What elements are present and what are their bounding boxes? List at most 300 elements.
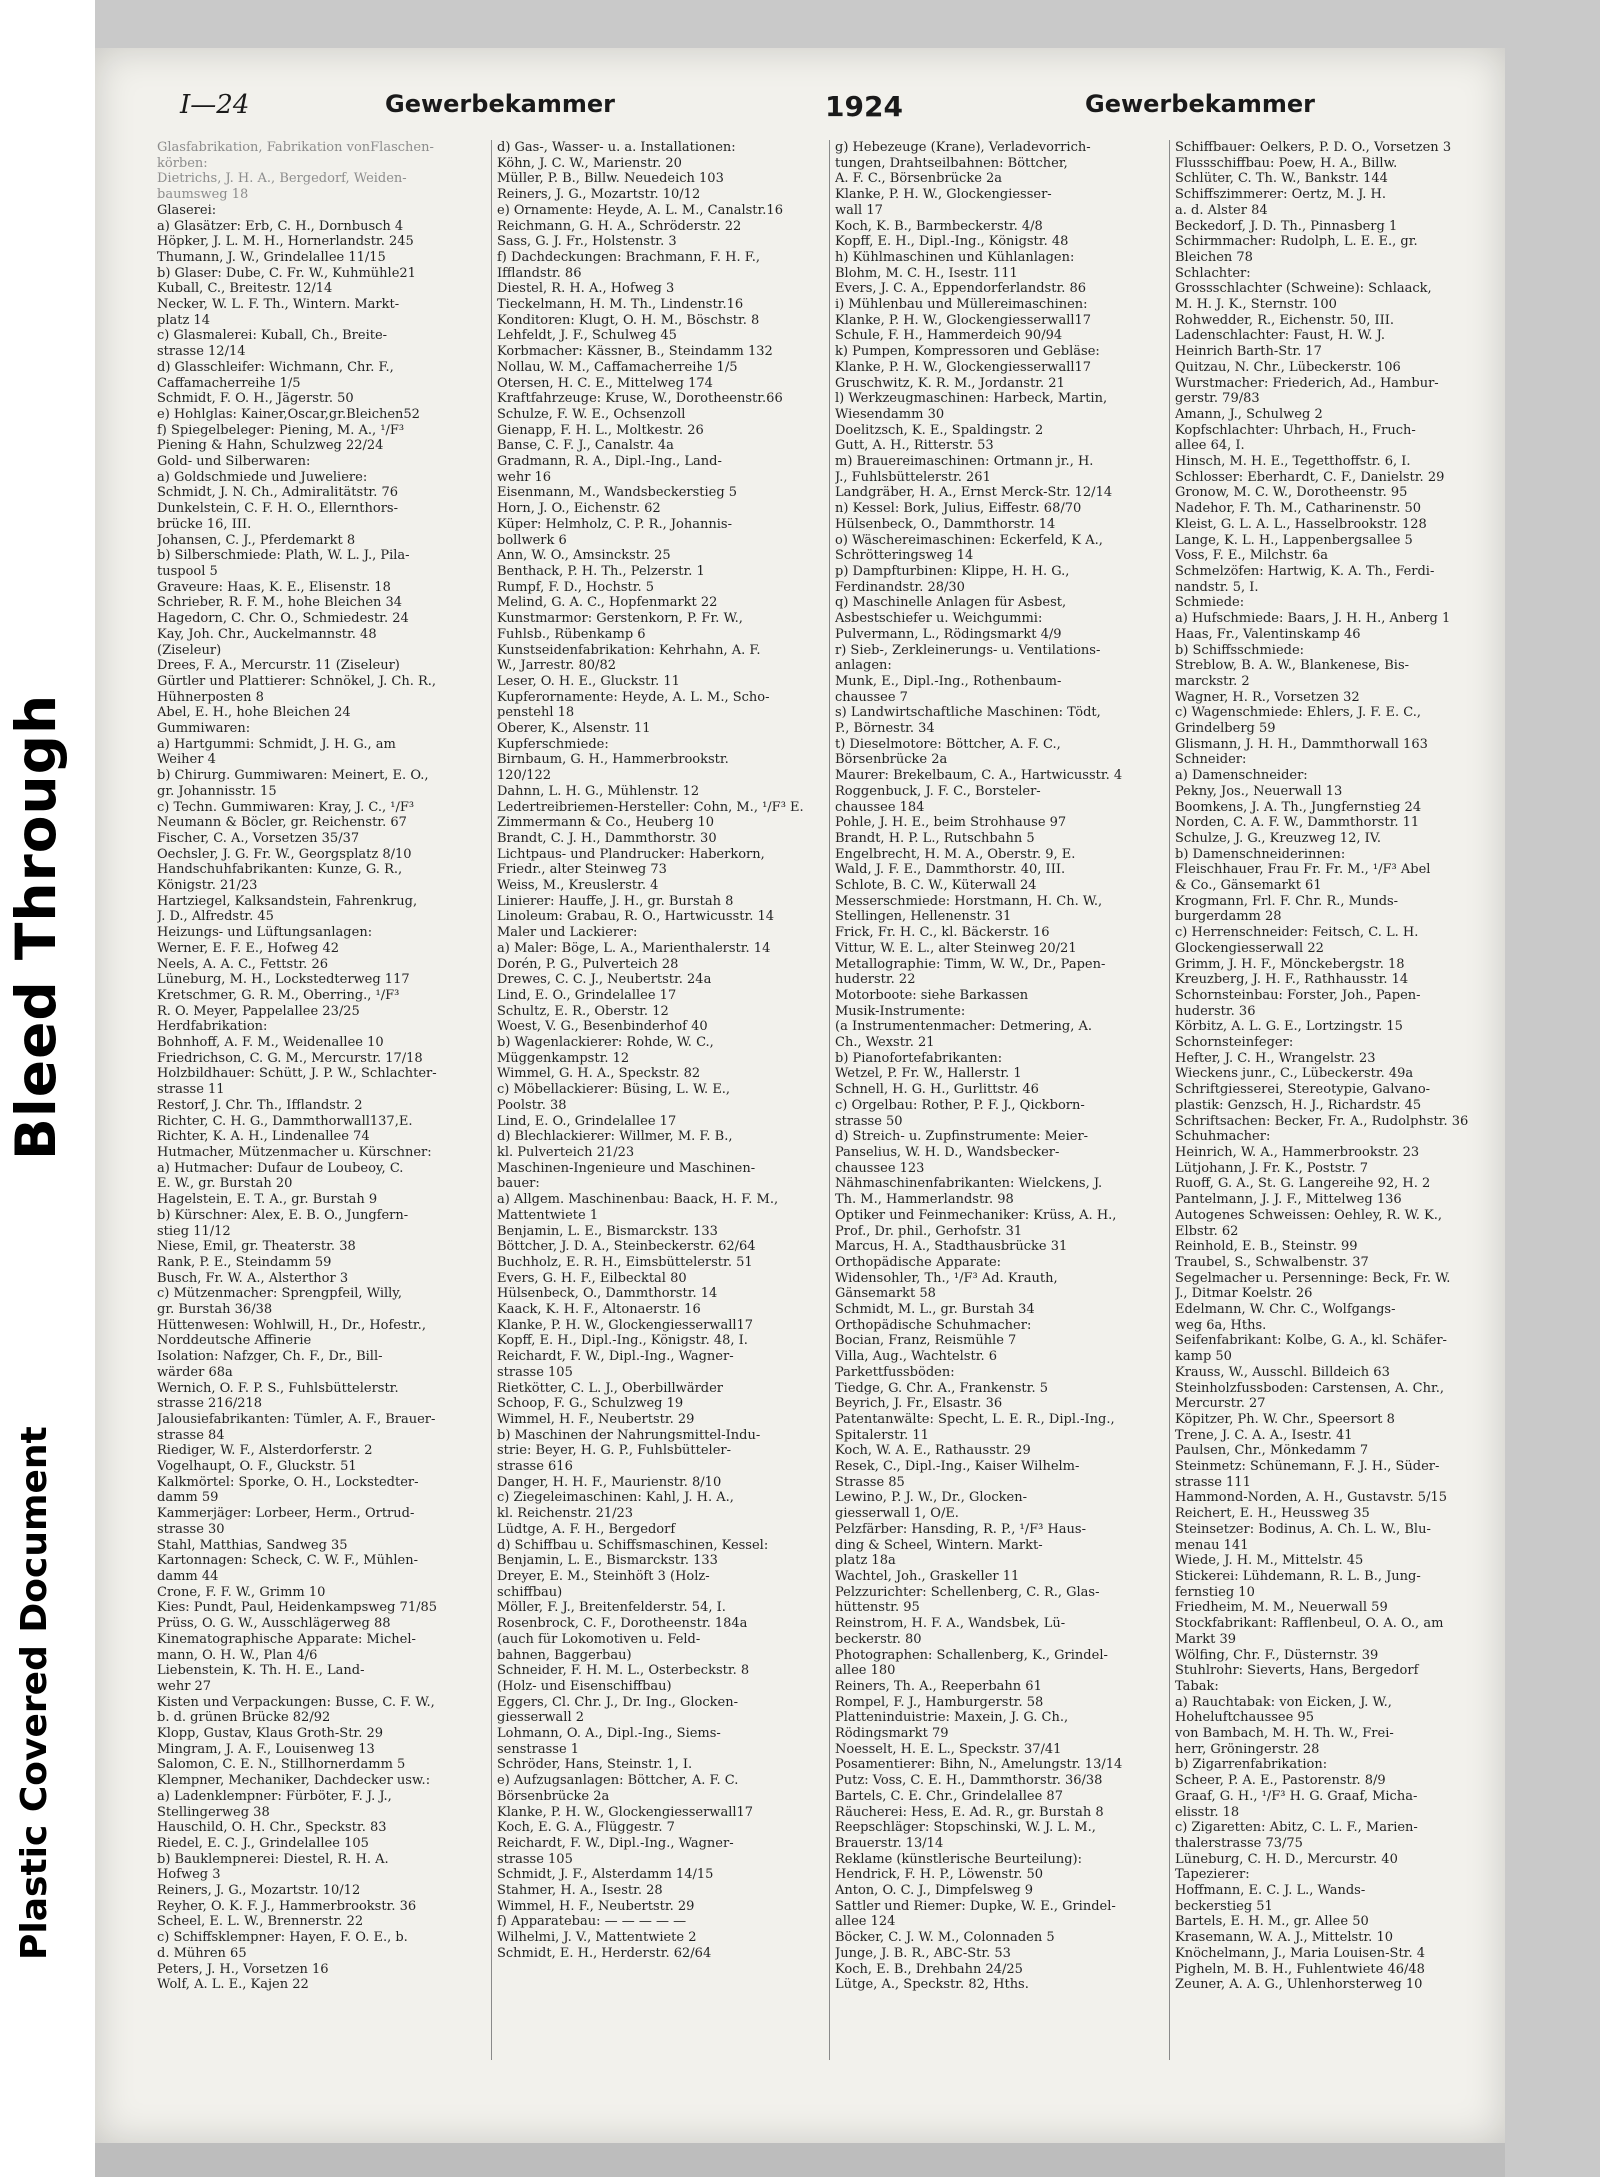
column-line: Wimmel, H. F., Neubertstr. 29 [497, 1411, 695, 1427]
column-line: Wurstmacher: Friederich, Ad., Hambur- [1175, 375, 1439, 391]
column-line: Hüttenwesen: Wohlwill, H., Dr., Hofestr., [157, 1317, 426, 1333]
column-line: Otersen, H. C. E., Mittelweg 174 [497, 375, 713, 391]
column-line: Spitalerstr. 11 [835, 1427, 929, 1443]
column-line: Klanke, P. H. W., Glockengiesserwall17 [835, 359, 1092, 375]
column-line: Pelzfärber: Hansding, R. P., ¹/F³ Haus- [835, 1521, 1086, 1537]
column-line: Kisten und Verpackungen: Busse, C. F. W., [157, 1694, 435, 1710]
column-line: schiffbau) [497, 1584, 563, 1600]
column-line: Lüneburg, C. H. D., Mercurstr. 40 [1175, 1851, 1398, 1867]
column-line: Schnell, H. G. H., Gurlittstr. 46 [835, 1082, 1039, 1098]
column-line: menau 141 [1175, 1537, 1249, 1553]
column-line: Tieckelmann, H. M. Th., Lindenstr.16 [497, 297, 744, 313]
column-line: Fuhlsb., Rübenkamp 6 [497, 626, 646, 642]
column-line: Streblow, B. A. W., Blankenese, Bis- [1175, 658, 1410, 674]
document-page [95, 48, 1505, 2143]
column-line: e) Ornamente: Heyde, A. L. M., Canalstr.16 [497, 202, 783, 218]
column-line: Kunstmarmor: Gerstenkorn, P. Fr. W., [497, 611, 743, 627]
column-line: Lüneburg, M. H., Lockstedterweg 117 [157, 972, 410, 988]
column-line: p) Dampfturbinen: Klippe, H. H. G., [835, 563, 1070, 579]
column-line: Fischer, C. A., Vorsetzen 35/37 [157, 830, 360, 846]
column-line: Schirmmacher: Rudolph, L. E. E., gr. [1175, 234, 1418, 250]
column-line: Blohm, M. C. H., Isestr. 111 [835, 265, 1018, 281]
column-line: i) Mühlenbau und Müllereimaschinen: [835, 297, 1088, 313]
column-line: s) Landwirtschaftliche Maschinen: Tödt, [835, 705, 1101, 721]
column-line: Busch, Fr. W. A., Alsterthor 3 [157, 1270, 349, 1286]
column-line: Niese, Emil, gr. Theaterstr. 38 [157, 1239, 356, 1255]
column-line: bauer: [497, 1176, 540, 1192]
column-line: giesserwall 2 [497, 1710, 585, 1726]
text-column-4 [1175, 140, 1475, 2060]
column-line: Reichardt, F. W., Dipl.-Ing., Wagner- [497, 1349, 734, 1365]
column-line: Posamentierer: Bihn, N., Amelungstr. 13/14 [835, 1757, 1123, 1773]
column-line: Noesselt, H. E. L., Speckstr. 37/41 [835, 1741, 1062, 1757]
column-line: Voss, F. E., Milchstr. 6a [1175, 548, 1329, 564]
column-line: a. d. Alster 84 [1175, 202, 1268, 218]
column-line: Segelmacher u. Persenninge: Beck, Fr. W. [1175, 1270, 1451, 1286]
column-line: strasse 216/218 [157, 1396, 263, 1412]
column-line: allee 64, I. [1175, 438, 1245, 454]
column-line: Bartels, E. H. M., gr. Allee 50 [1175, 1914, 1369, 1930]
column-line: Schulze, J. G., Kreuzweg 12, IV. [1175, 830, 1381, 846]
column-line: Wernich, O. F. P. S., Fuhlsbüttelerstr. [157, 1380, 399, 1396]
column-line: Koch, E. B., Drehbahn 24/25 [835, 1961, 1023, 1977]
column-line: d) Streich- u. Zupfinstrumente: Meier- [835, 1129, 1089, 1145]
column-line: Gänsemarkt 58 [835, 1286, 936, 1302]
column-line: Bleichen 78 [1175, 249, 1253, 265]
column-line: Schneider, F. H. M. L., Osterbeckstr. 8 [497, 1663, 750, 1679]
column-line: Flussschiffbau: Poew, H. A., Billw. [1175, 155, 1398, 171]
column-line: Reichmann, G. H. A., Schröderstr. 22 [497, 218, 742, 234]
column-line: f) Apparatebau: — — — — — [497, 1914, 687, 1930]
column-line: Koch, E. G. A., Flüggestr. 7 [497, 1820, 675, 1836]
column-line: strasse 11 [157, 1082, 225, 1098]
column-line: Reichardt, F. W., Dipl.-Ing., Wagner- [497, 1835, 734, 1851]
column-line: Beyrich, J. Fr., Elsastr. 36 [835, 1396, 1003, 1412]
column-line: gerstr. 79/83 [1175, 391, 1260, 407]
column-line: l) Werkzeugmaschinen: Harbeck, Martin, [835, 391, 1108, 407]
column-line: n) Kessel: Bork, Julius, Eiffestr. 68/70 [835, 501, 1082, 517]
column-line: Glaserei: [157, 202, 217, 218]
column-line: Benjamin, L. E., Bismarckstr. 133 [497, 1223, 718, 1239]
column-line: Leser, O. H. E., Gluckstr. 11 [497, 673, 680, 689]
column-line: Gutt, A. H., Ritterstr. 53 [835, 438, 994, 454]
column-line: Hauschild, O. H. Chr., Speckstr. 83 [157, 1820, 387, 1836]
column-line: Ferdinandstr. 28/30 [835, 579, 965, 595]
bottom-shadow [95, 2143, 1505, 2177]
column-line: Müller, P. B., Billw. Neuedeich 103 [497, 171, 724, 187]
column-line: A. F. C., Börsenbrücke 2a [835, 171, 1003, 187]
column-line: Peters, J. H., Vorsetzen 16 [157, 1961, 329, 1977]
column-line: Diestel, R. H. A., Hofweg 3 [497, 281, 675, 297]
column-line: Krauss, W., Ausschl. Billdeich 63 [1175, 1364, 1390, 1380]
column-line: c) Schiffsklempner: Hayen, F. O. E., b. [157, 1930, 408, 1946]
page-header [155, 90, 1445, 130]
column-line: Musik-Instrumente: [835, 1003, 966, 1019]
column-line: beckerstr. 80 [835, 1631, 922, 1647]
column-line: Poolstr. 38 [497, 1097, 567, 1113]
column-line: huderstr. 22 [835, 972, 916, 988]
column-line: Traubel, S., Schwalbenstr. 37 [1175, 1254, 1369, 1270]
column-line: Zeuner, A. A. G., Uhlenhorsterweg 10 [1175, 1977, 1423, 1993]
column-line: e) Aufzugsanlagen: Böttcher, A. F. C. [497, 1773, 739, 1789]
column-line: Friedheim, M. M., Neuerwall 59 [1175, 1600, 1388, 1616]
column-line: Beckedorf, J. D. Th., Pinnasberg 1 [1175, 218, 1398, 234]
column-line: Vittur, W. E. L., alter Steinweg 20/21 [835, 940, 1077, 956]
column-line: Kuball, C., Breitestr. 12/14 [157, 281, 333, 297]
column-line: Wieckens junr., C., Lübeckerstr. 49a [1175, 1066, 1414, 1082]
column-line: Reiners, J. G., Mozartstr. 10/12 [497, 187, 701, 203]
column-line: brücke 16, III. [157, 516, 252, 532]
column-line: Rompel, F. J., Hamburgerstr. 58 [835, 1694, 1044, 1710]
column-divider [829, 140, 830, 2060]
column-line: Richter, C. H. G., Dammthorwall137,E. [157, 1113, 413, 1129]
column-line: Trene, J. C. A. A., Isestr. 41 [1175, 1427, 1353, 1443]
column-line: c) Herrenschneider: Feitsch, C. L. H. [1175, 925, 1419, 941]
column-line: kl. Pulverteich 21/23 [497, 1145, 635, 1160]
column-line: Kraftfahrzeuge: Kruse, W., Dorotheenstr.66 [497, 391, 783, 407]
column-line: Weiss, M., Kreuslerstr. 4 [497, 878, 659, 894]
column-line: Linierer: Hauffe, J. H., gr. Burstah 8 [497, 893, 734, 909]
column-line: Pantelmann, J. J. F., Mittelweg 136 [1175, 1192, 1402, 1208]
column-line: Autogenes Schweissen: Oehley, R. W. K., [1175, 1207, 1442, 1223]
column-divider [491, 140, 492, 2060]
column-line: Börsenbrücke 2a [497, 1788, 610, 1804]
column-line: Buchholz, E. R. H., Eimsbüttelerstr. 51 [497, 1254, 753, 1270]
column-line: Schoop, F. G., Schulzweg 19 [497, 1396, 684, 1412]
column-line: Evers, J. C. A., Eppendorferlandstr. 86 [835, 281, 1087, 297]
column-line: Stickerei: Lühdemann, R. L. B., Jung- [1175, 1568, 1421, 1584]
column-line: Grimm, J. H. F., Mönckebergstr. 18 [1175, 956, 1405, 972]
column-line: d) Blechlackierer: Willmer, M. F. B., [497, 1129, 733, 1145]
column-line: Ann, W. O., Amsinckstr. 25 [497, 548, 671, 564]
column-line: Reepschläger: Stopschinski, W. J. L. M., [835, 1820, 1096, 1836]
column-line: Schmidt, E. H., Herderstr. 62/64 [497, 1945, 712, 1961]
column-line: b) Wagenlackierer: Rohde, W. C., [497, 1035, 714, 1051]
column-line: Schmidt, M. L., gr. Burstah 34 [835, 1302, 1035, 1318]
column-line: Maler und Lackierer: [497, 925, 638, 941]
column-line: b) Silberschmiede: Plath, W. L. J., Pila- [157, 548, 410, 564]
column-line: weg 6a, Hths. [1175, 1317, 1267, 1333]
column-line: Gruschwitz, K. R. M., Jordanstr. 21 [835, 375, 1065, 391]
column-line: Kupferschmiede: [497, 736, 609, 752]
column-line: J. D., Alfredstr. 45 [157, 909, 274, 925]
column-line: Glasfabrikation, Fabrikation vonFlaschen- [157, 140, 434, 155]
column-line: Gienapp, F. H. L., Moltkestr. 26 [497, 422, 704, 438]
column-line: Koch, W. A. E., Rathausstr. 29 [835, 1443, 1031, 1459]
column-line: c) Möbellackierer: Büsing, L. W. E., [497, 1082, 731, 1098]
column-line: Lange, K. L. H., Lappenbergsallee 5 [1175, 532, 1413, 548]
column-line: kamp 50 [1175, 1349, 1232, 1365]
header-year: 1924 [825, 90, 903, 123]
column-line: c) Glasmalerei: Kuball, Ch., Breite- [157, 328, 388, 344]
column-line: t) Dieselmotore: Böttcher, A. F. C., [835, 736, 1061, 752]
column-line: Stuhlrohr: Sieverts, Hans, Bergedorf [1175, 1663, 1419, 1679]
column-line: Stockfabrikant: Rafflenbeul, O. A. O., am [1175, 1616, 1444, 1632]
column-line: Lütge, A., Speckstr. 82, Hths. [835, 1977, 1029, 1993]
column-line: Reklame (künstlerische Beurteilung): [835, 1851, 1082, 1867]
column-line: Evers, G. H. F., Eilbecktal 80 [497, 1270, 687, 1286]
column-line: Prüss, O. G. W., Ausschlägerweg 88 [157, 1616, 391, 1632]
column-line: wall 17 [835, 202, 883, 218]
column-line: Kartonnagen: Scheck, C. W. F., Mühlen- [157, 1553, 418, 1569]
column-line: Mercurstr. 27 [1175, 1396, 1266, 1412]
column-line: Hühnerposten 8 [157, 689, 264, 705]
column-line: b) Pianofortefabrikanten: [835, 1050, 1003, 1066]
column-line: Neels, A. A. C., Fettstr. 26 [157, 956, 328, 972]
column-line: Wald, J. F. E., Dammthorstr. 40, III. [835, 862, 1066, 878]
column-line: Fleischhauer, Frau Fr. Fr. M., ¹/F³ Abel [1175, 862, 1431, 878]
column-line: anlagen: [835, 658, 892, 674]
column-line: Schrötteringsweg 14 [835, 548, 974, 564]
column-line: Munk, E., Dipl.-Ing., Rothenbaum- [835, 673, 1062, 689]
column-line: Eggers, Cl. Chr. J., Dr. Ing., Glocken- [497, 1694, 739, 1710]
column-line: Schmidt, F. O. H., Jägerstr. 50 [157, 391, 354, 407]
column-line: a) Glasätzer: Erb, C. H., Dornbusch 4 [157, 218, 404, 234]
column-line: Caffamacherreihe 1/5 [157, 375, 301, 391]
column-line: Isolation: Nafzger, Ch. F., Dr., Bill- [157, 1349, 383, 1365]
column-line: Messerschmiede: Horstmann, H. Ch. W., [835, 893, 1103, 909]
column-line: c) Wagenschmiede: Ehlers, J. F. E. C., [1175, 705, 1421, 721]
column-line: Rumpf, F. D., Hochstr. 5 [497, 579, 655, 595]
column-line: Schule, F. H., Hammerdeich 90/94 [835, 328, 1063, 344]
column-line: baumsweg 18 [157, 187, 249, 203]
column-line: Schriftgiesserei, Stereotypie, Galvano- [1175, 1082, 1431, 1098]
column-line: Knöchelmann, J., Maria Louisen-Str. 4 [1175, 1945, 1425, 1961]
column-line: Lohmann, O. A., Dipl.-Ing., Siems- [497, 1726, 721, 1742]
column-line: strasse 50 [835, 1113, 903, 1129]
column-line: Photographen: Schallenberg, K., Grindel- [835, 1647, 1108, 1663]
column-line: Hofweg 3 [157, 1867, 221, 1883]
column-line: Wiesendamm 30 [835, 406, 945, 422]
column-line: huderstr. 36 [1175, 1003, 1256, 1019]
column-line: Prof., Dr. phil., Gerhofstr. 31 [835, 1223, 1023, 1239]
column-line: (auch für Lokomotiven u. Feld- [497, 1631, 701, 1647]
column-line: Heinrich Barth-Str. 17 [1175, 344, 1322, 360]
column-line: strasse 105 [497, 1364, 573, 1380]
column-line: Pohle, J. H. E., beim Strohhause 97 [835, 815, 1067, 831]
column-line: o) Wäschereimaschinen: Eckerfeld, K A., [835, 532, 1103, 548]
column-line: Danger, H. H. F., Maurienstr. 8/10 [497, 1474, 722, 1490]
column-line: Wilhelmi, J. V., Mattentwiete 2 [497, 1930, 697, 1946]
column-line: Norden, C. A. F. W., Dammthorstr. 11 [1175, 815, 1420, 831]
column-line: Schlote, B. C. W., Küterwall 24 [835, 878, 1037, 894]
column-line: Lüdtge, A. F. H., Bergedorf [497, 1521, 676, 1537]
column-line: (Ziseleur) [157, 642, 222, 658]
column-line: Stahl, Matthias, Sandweg 35 [157, 1537, 348, 1553]
column-line: Paulsen, Chr., Mönkedamm 7 [1175, 1443, 1369, 1459]
column-line: a) Maler: Böge, L. A., Marienthalerstr. 14 [497, 940, 771, 956]
column-line: Koch, K. B., Barmbeckerstr. 4/8 [835, 218, 1043, 234]
column-line: Wölfing, Chr. F., Düsternstr. 39 [1175, 1647, 1379, 1663]
column-line: (a Instrumentenmacher: Detmering, A. [835, 1019, 1092, 1035]
column-line: Schornsteinbau: Forster, Joh., Papen- [1175, 987, 1421, 1003]
column-line: Scheel, E. L. W., Brennerstr. 22 [157, 1914, 364, 1930]
column-line: Lewino, P. J. W., Dr., Glocken- [835, 1490, 1027, 1506]
column-line: Friedr., alter Steinweg 73 [497, 862, 667, 878]
column-line: Stellingen, Hellenenstr. 31 [835, 909, 1012, 925]
column-line: Bohnhoff, A. F. M., Weidenallee 10 [157, 1035, 384, 1051]
column-line: Kretschmer, G. R. M., Oberring., ¹/F³ [157, 987, 400, 1003]
column-line: Kreuzberg, J. H. F., Rathhausstr. 14 [1175, 972, 1409, 988]
column-line: körben: [157, 155, 208, 171]
column-line: Maurer: Brekelbaum, C. A., Hartwicusstr. 4 [835, 768, 1123, 784]
column-line: k) Pumpen, Kompressoren und Gebläse: [835, 344, 1100, 360]
column-line: Hoheluftchaussee 95 [1175, 1710, 1314, 1726]
column-line: herr, Gröningerstr. 28 [1175, 1741, 1320, 1757]
column-line: Steinholzfussboden: Carstensen, A. Chr., [1175, 1380, 1445, 1396]
column-line: Friedrichson, C. G. M., Mercurstr. 17/18 [157, 1050, 423, 1066]
column-line: Engelbrecht, H. M. A., Oberstr. 9, E. [835, 846, 1076, 862]
column-line: a) Hutmacher: Dufaur de Loubeoy, C. [157, 1160, 404, 1176]
column-line: Höpker, J. L. M. H., Hornerlandstr. 245 [157, 234, 414, 250]
column-line: platz 14 [157, 312, 210, 328]
column-line: Abel, E. H., hohe Bleichen 24 [157, 705, 351, 721]
column-line: & Co., Gänsemarkt 61 [1175, 878, 1322, 894]
column-line: Handschuhfabrikanten: Kunze, G. R., [157, 862, 403, 878]
column-line: Krogmann, Frl. F. Chr. R., Munds- [1175, 893, 1399, 909]
column-line: f) Dachdeckungen: Brachmann, F. H. F., [497, 249, 761, 265]
column-line: Weiher 4 [157, 752, 216, 768]
column-line: Banse, C. F. J., Canalstr. 4a [497, 438, 674, 454]
column-line: marckstr. 2 [1175, 673, 1250, 689]
column-line: Wolf, A. L. E., Kajen 22 [157, 1977, 309, 1993]
column-line: kl. Reichenstr. 21/23 [497, 1506, 634, 1522]
column-line: von Bambach, M. H. Th. W., Frei- [1175, 1726, 1394, 1742]
column-line: Birnbaum, G. H., Hammerbrookstr. [497, 752, 729, 768]
column-line: Möller, F. J., Breitenfelderstr. 54, I. [497, 1600, 726, 1616]
column-line: Seifenfabrikant: Kolbe, G. A., kl. Schäfer- [1175, 1333, 1447, 1349]
column-line: Rank, P. E., Steindamm 59 [157, 1254, 332, 1270]
column-line: elisstr. 18 [1175, 1804, 1240, 1820]
column-line: wehr 27 [157, 1678, 212, 1694]
text-column-2 [497, 140, 827, 2060]
left-margin-strip [0, 0, 95, 2177]
column-line: Klanke, P. H. W., Glockengiesserwall17 [835, 312, 1092, 328]
column-line: Wetzel, P. Fr. W., Hallerstr. 1 [835, 1066, 1022, 1082]
column-line: fernstieg 10 [1175, 1584, 1255, 1600]
column-line: Th. M., Hammerlandstr. 98 [835, 1192, 1014, 1208]
column-line: platz 18a [835, 1553, 896, 1569]
column-line: Marcus, H. A., Stadthausbrücke 31 [835, 1239, 1068, 1255]
column-line: Schultz, E. R., Oberstr. 12 [497, 1003, 669, 1019]
column-line: Dunkelstein, C. F. H. O., Ellernthors- [157, 501, 398, 517]
column-line: Quitzau, N. Chr., Lübeckerstr. 106 [1175, 359, 1401, 375]
column-line: strasse 105 [497, 1851, 573, 1867]
column-line: chaussee 123 [835, 1160, 925, 1176]
column-line: thalerstrasse 73/75 [1175, 1835, 1303, 1851]
column-line: Gummiwaren: [157, 721, 251, 737]
column-line: Schornsteinfeger: [1175, 1035, 1294, 1051]
column-line: Glockengiesserwall 22 [1175, 940, 1324, 956]
column-line: Köhn, J. C. W., Marienstr. 20 [497, 155, 682, 171]
column-line: strasse 12/14 [157, 344, 246, 360]
column-line: Brandt, C. J. H., Dammthorstr. 30 [497, 830, 717, 846]
column-line: Graaf, G. H., ¹/F³ H. G. Graaf, Micha- [1175, 1788, 1418, 1804]
column-line: Elbstr. 62 [1175, 1223, 1239, 1239]
column-line: Liebenstein, K. Th. H. E., Land- [157, 1663, 365, 1679]
column-line: Hartziegel, Kalksandstein, Fahrenkrug, [157, 893, 418, 909]
column-line: Hoffmann, E. C. J. L., Wands- [1175, 1883, 1366, 1899]
column-line: Schiffbauer: Oelkers, P. D. O., Vorsetzen 3 [1175, 140, 1452, 155]
column-line: E. W., gr. Burstah 20 [157, 1176, 293, 1192]
column-line: d) Gas-, Wasser- u. a. Installationen: [497, 140, 736, 155]
text-column-3 [835, 140, 1165, 2060]
column-line: Eisenmann, M., Wandsbeckerstieg 5 [497, 485, 738, 501]
column-line: Pigheln, M. B. H., Fuhlentwiete 46/48 [1175, 1961, 1425, 1977]
column-line: b) Zigarrenfabrikation: [1175, 1757, 1328, 1773]
column-line: Haas, Fr., Valentinskamp 46 [1175, 626, 1361, 642]
column-line: Graveure: Haas, K. E., Elisenstr. 18 [157, 579, 391, 595]
column-line: Rödingsmarkt 79 [835, 1726, 949, 1742]
column-line: Körbitz, A. L. G. E., Lortzingstr. 15 [1175, 1019, 1403, 1035]
column-line: Lütjohann, J. Fr. K., Poststr. 7 [1175, 1160, 1369, 1176]
column-line: Kopff, E. H., Dipl.-Ing., Königstr. 48 [835, 234, 1069, 250]
column-line: Horn, J. O., Eichenstr. 62 [497, 501, 661, 517]
column-line: Ifflandstr. 86 [497, 265, 582, 281]
column-line: Bocian, Franz, Reismühle 7 [835, 1333, 1017, 1349]
column-line: Hutmacher, Mützenmacher u. Kürschner: [157, 1145, 432, 1160]
column-line: Drewes, C. C. J., Neubertstr. 24a [497, 972, 712, 988]
column-line: Mingram, J. A. F., Louisenweg 13 [157, 1741, 375, 1757]
column-line: Schmidt, J. F., Alsterdamm 14/15 [497, 1867, 714, 1883]
column-line: Villa, Aug., Wachtelstr. 6 [835, 1349, 998, 1365]
column-line: b) Chirurg. Gummiwaren: Meinert, E. O., [157, 768, 429, 784]
column-line: Schmidt, J. N. Ch., Admiralitätstr. 76 [157, 485, 399, 501]
column-line: Herdfabrikation: [157, 1019, 268, 1035]
column-line: Strasse 85 [835, 1474, 905, 1490]
column-line: a) Allgem. Maschinenbau: Baack, H. F. M., [497, 1192, 779, 1208]
column-line: Schrieber, R. F. M., hohe Bleichen 34 [157, 595, 403, 611]
column-line: Reiners, Th. A., Reeperbahn 61 [835, 1678, 1042, 1694]
column-line: Rohwedder, R., Eichenstr. 50, III. [1175, 312, 1395, 328]
column-line: Korbmacher: Kässner, B., Steindamm 132 [497, 344, 773, 360]
column-line: Asbestschiefer u. Weichgummi: [835, 611, 1043, 627]
column-line: Ch., Wexstr. 21 [835, 1035, 935, 1051]
header-left-title: Gewerbekammer [385, 90, 616, 118]
column-line: gr. Burstah 36/38 [157, 1302, 273, 1318]
column-line: Schriftsachen: Becker, Fr. A., Rudolphstr. 36 [1175, 1113, 1469, 1129]
column-line: damm 59 [157, 1490, 219, 1506]
column-line: b) Damenschneiderinnen: [1175, 846, 1346, 862]
column-line: Optiker und Feinmechaniker: Krüss, A. H., [835, 1207, 1117, 1223]
column-line: 120/122 [497, 768, 552, 784]
column-line: Oechsler, J. G. Fr. W., Georgsplatz 8/10 [157, 846, 412, 862]
column-line: Werner, E. F. E., Hofweg 42 [157, 940, 340, 956]
column-line: wehr 16 [497, 469, 552, 485]
column-line: Parkettfussböden: [835, 1364, 955, 1380]
column-line: Panselius, W. H. D., Wandsbecker- [835, 1145, 1060, 1160]
column-line: Holzbildhauer: Schütt, J. P. W., Schlachter- [157, 1066, 437, 1082]
column-line: Restorf, J. Chr. Th., Ifflandstr. 2 [157, 1097, 363, 1113]
column-line: R. O. Meyer, Pappelallee 23/25 [157, 1003, 360, 1019]
column-line: Neumann & Böcler, gr. Reichenstr. 67 [157, 815, 407, 831]
column-line: b) Schiffsschmiede: [1175, 642, 1305, 658]
column-line: a) Damenschneider: [1175, 768, 1308, 784]
column-line: Patentanwälte: Specht, L. E. R., Dipl.-Ing., [835, 1411, 1115, 1427]
column-line: Hammond-Norden, A. H., Gustavstr. 5/15 [1175, 1490, 1447, 1506]
column-line: q) Maschinelle Anlagen für Asbest, [835, 595, 1067, 611]
column-line: Lehfeldt, J. F., Schulweg 45 [497, 328, 677, 344]
column-line: Räucherei: Hess, E. Ad. R., gr. Burstah 8 [835, 1804, 1104, 1820]
column-line: tuspool 5 [157, 563, 218, 579]
column-line: Anton, O. C. J., Dimpfelsweg 9 [835, 1883, 1034, 1899]
column-line: Reinstrom, H. F. A., Wandsbek, Lü- [835, 1616, 1066, 1632]
column-line: Schneider: [1175, 752, 1247, 768]
column-line: Heizungs- und Lüftungsanlagen: [157, 925, 373, 941]
column-line: d) Glasschleifer: Wichmann, Chr. F., [157, 359, 394, 375]
column-line: c) Zigaretten: Abitz, C. L. F., Marien- [1175, 1820, 1418, 1836]
column-line: Nadehor, F. Th. M., Catharinenstr. 50 [1175, 501, 1422, 517]
